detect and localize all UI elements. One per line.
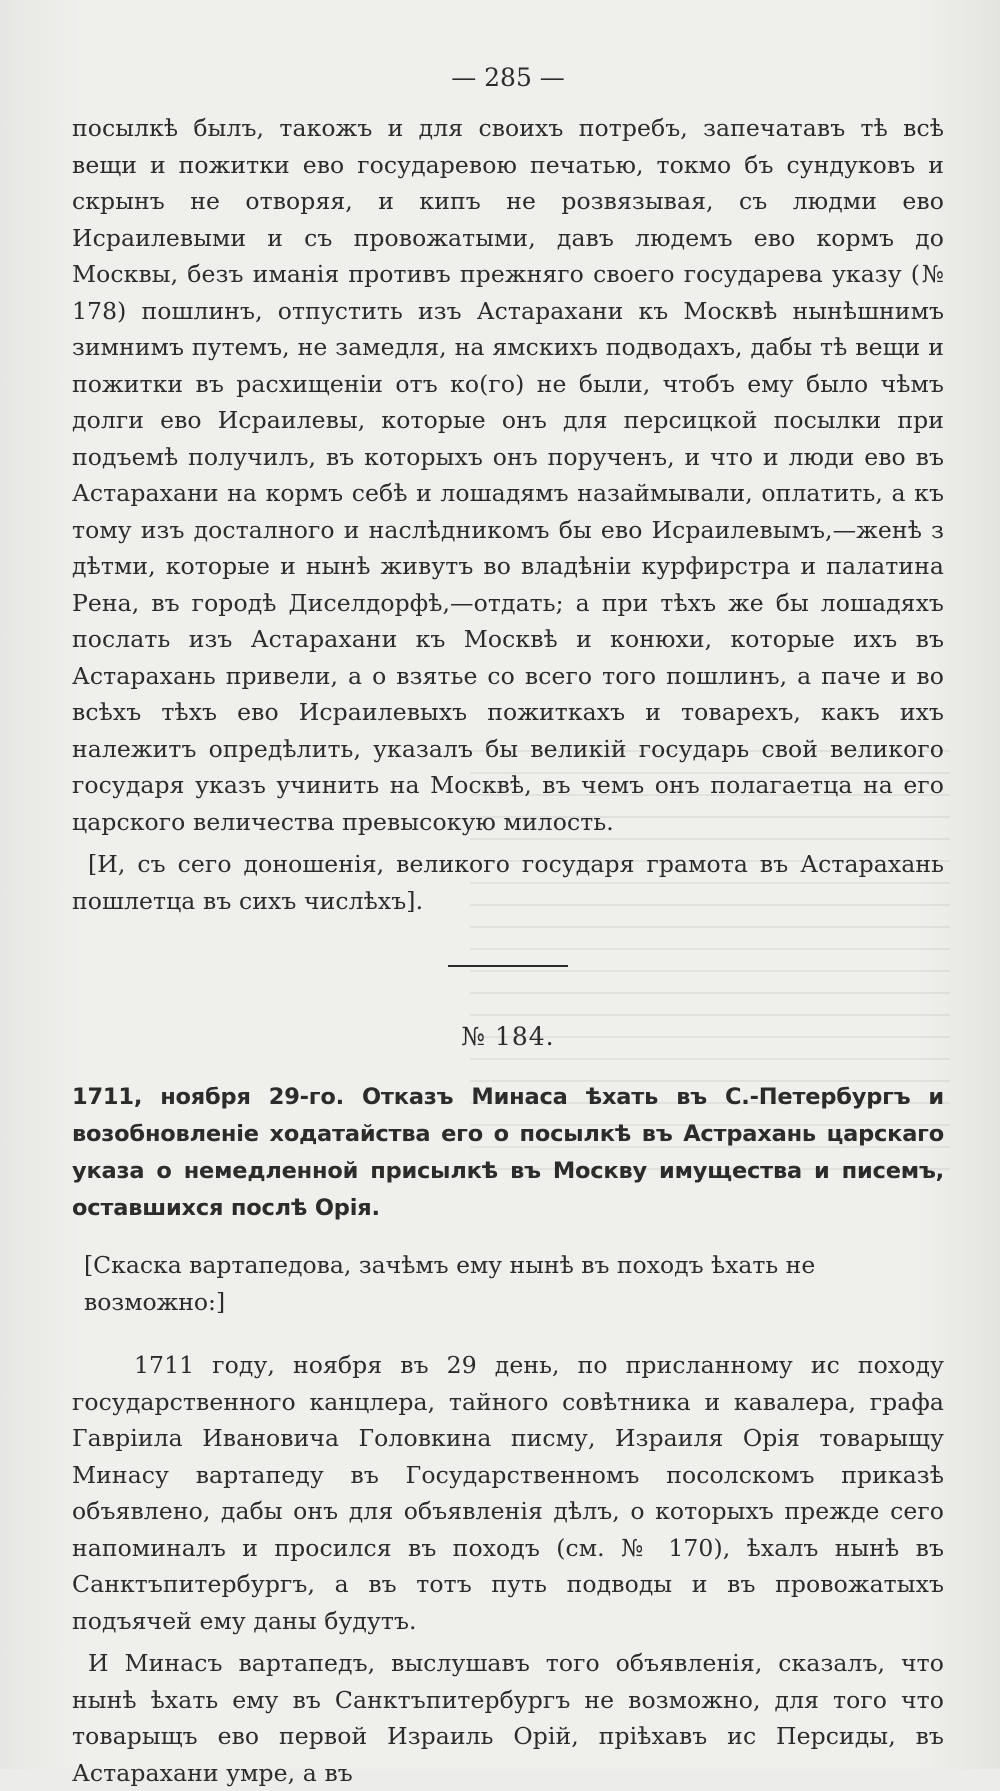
section-divider (448, 965, 568, 967)
document-number: № 184. (461, 1022, 555, 1051)
closing-note: [И, съ сего доношенія, великого государя грамота въ Астарахань пошлетца въ сихъ числѣхъ]. (72, 850, 944, 915)
page-number: — 285 — (451, 63, 565, 92)
body-paragraph-2: И Минасъ вартапедъ, выслушавъ того объявленія, сказалъ, что нынѣ ѣхать ему въ Санктъпитербургъ не возможно, для того что товарыщъ ево первой Израиль Орій, пріѣхавъ ис Персиды, въ Астарахани умре, а въ (72, 1649, 944, 1787)
editorial-note: [Скаска вартапедова, зачѣмъ ему нынѣ въ походъ ѣхать не возможно:] (84, 1251, 816, 1316)
document-heading: 1711, ноября 29-го. Отказъ Минаса ѣхать въ С.-Петербургъ и возобновленіе ходатайства его о посылкѣ въ Астрахань царскаго указа о немедленной присылкѣ въ Москву имущества и писемъ, оставшихся послѣ Орія. (72, 1084, 944, 1221)
body-paragraph-1: 1711 году, ноября въ 29 день, по присланному ис походу государственного канцлера, тайного совѣтника и кавалера, графа Гавріила Ивановича Головкина писму, Израиля Орія товарыщу Минасу вартапеду въ Государственномъ посолскомъ приказѣ объявлено, дабы онъ для объявленія дѣлъ, о которыхъ прежде сего напоминалъ и просился въ походъ (см. № 170), ѣхалъ нынѣ въ Санктъпитербургъ, а въ тотъ путь подводы и въ провожатыхъ подъячей ему даны будутъ. (72, 1351, 944, 1635)
continuation-paragraph: посылкѣ былъ, такожъ и для своихъ потребъ, запечатавъ тѣ всѣ вещи и пожитки ево государевою печатью, токмо бъ сундуковъ и скрынъ не отворяя, и кипъ не розвязывая, съ людми ево Исраилевыми и съ провожатыми, давъ людемъ ево кормъ до Москвы, безъ иманія противъ прежняго своего государева указу (№ 178) пошлинъ, отпустить изъ Астарахани къ Москвѣ нынѣшнимъ зимнимъ путемъ, не замедля, на ямскихъ подводахъ, дабы тѣ вещи и пожитки въ расхищеніи отъ ко(го) не были, чтобъ ему было чѣмъ долги ево Исраилевы, которые онъ для персицкой посылки при подъемѣ получилъ, въ которыхъ онъ порученъ, и что и люди ево въ Астарахани на кормъ себѣ и лошадямъ назаймывали, оплатить, а къ тому изъ досталного и наслѣдникомъ бы ево Исраилевымъ,—женѣ з дѣтми, которые и нынѣ живутъ во владѣніи курфирстра и палатина Рена, въ городѣ Диселдорфѣ,—отдать; а при тѣхъ же бы лошадяхъ послать изъ Астарахани къ Москвѣ и конюхи, которые ихъ въ Астарахань привели, а о взятье со всего того пошлинъ, а паче и во всѣхъ тѣхъ ево Исраилевыхъ пожиткахъ и товарехъ, какъ ихъ належитъ опредѣлить, указалъ бы великій государь свой великого государя указъ учинить на Москвѣ, въ чемъ онъ полагаетца на его царского величества превысокую милость. (72, 114, 944, 836)
